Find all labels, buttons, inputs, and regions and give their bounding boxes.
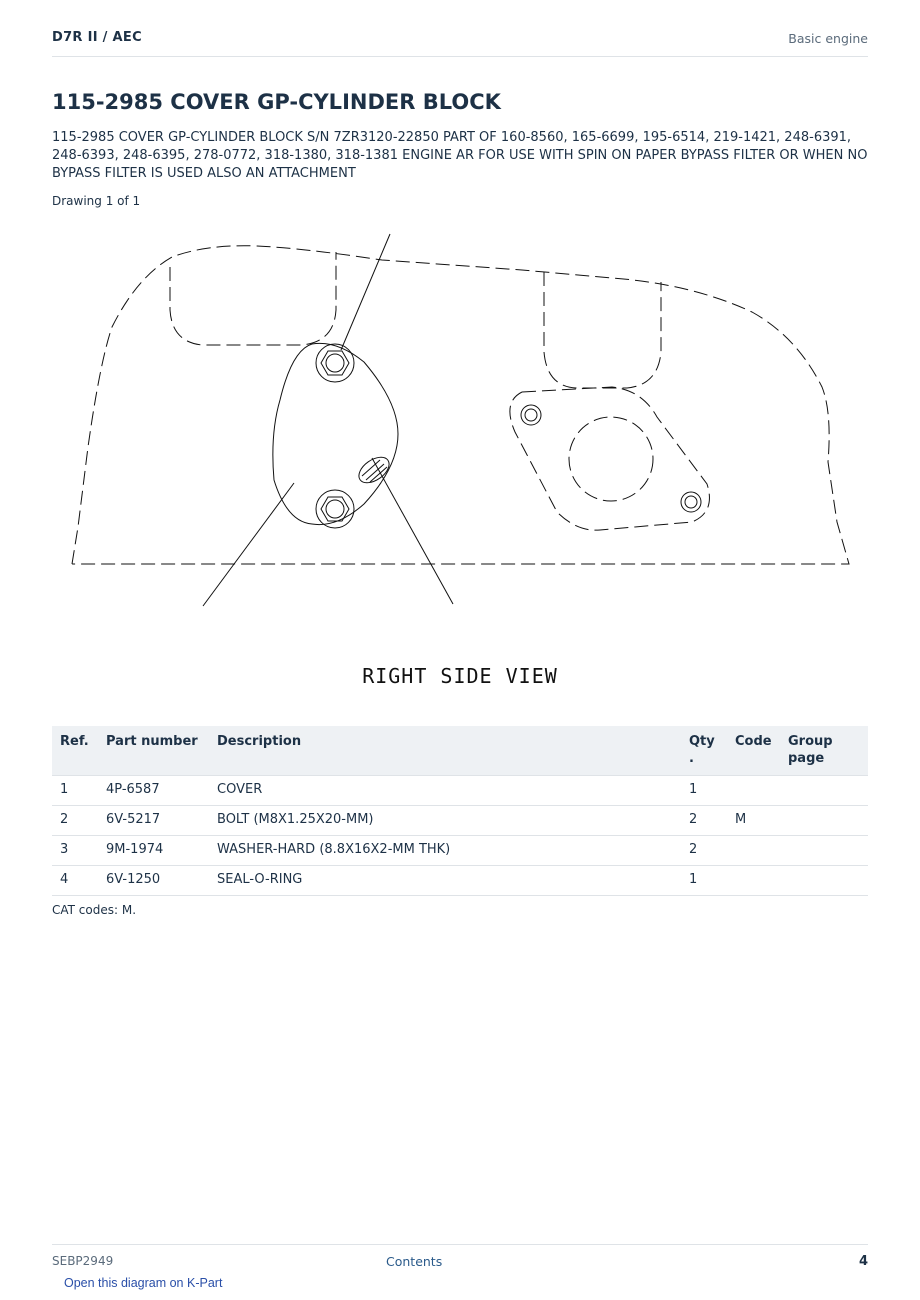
bolt-lower-face	[326, 500, 344, 518]
cell-code	[727, 866, 780, 896]
page-header	[52, 28, 868, 57]
cell-group-page	[780, 776, 868, 806]
right-pocket	[544, 272, 661, 388]
cell-qty: 2	[681, 806, 727, 836]
pad-hole-upper-inner	[525, 409, 537, 421]
parts-table	[52, 726, 868, 896]
leader-line-2	[203, 483, 294, 606]
parts-diagram	[52, 222, 868, 622]
cell-description: BOLT (M8X1.25X20-MM)	[209, 806, 681, 836]
mounting-pad	[510, 387, 710, 530]
page-footer	[52, 1244, 868, 1275]
page-title: 115-2985 COVER GP-CYLINDER BLOCK	[52, 90, 501, 114]
left-pocket	[170, 252, 336, 345]
seal-o-ring	[354, 452, 393, 488]
cat-codes-note: CAT codes: M.	[52, 903, 137, 917]
header-qty: Qty .	[681, 726, 727, 776]
pad-hole-lower-inner	[685, 496, 697, 508]
table-row	[52, 836, 868, 866]
header-code: Code	[727, 726, 780, 776]
header-description: Description	[209, 726, 681, 776]
cell-group-page	[780, 836, 868, 866]
cell-qty: 1	[681, 776, 727, 806]
table-row	[52, 806, 868, 836]
cell-ref: 2	[52, 806, 98, 836]
pad-bore	[569, 417, 653, 501]
cell-group-page	[780, 866, 868, 896]
cell-qty: 1	[681, 866, 727, 896]
view-label: RIGHT SIDE VIEW	[362, 664, 558, 688]
block-outline	[72, 246, 849, 564]
cell-group-page	[780, 806, 868, 836]
cell-ref: 4	[52, 866, 98, 896]
page-number: 4	[858, 1254, 868, 1269]
cell-description: SEAL-O-RING	[209, 866, 681, 896]
bolt-upper-face	[326, 354, 344, 372]
drawing-count: Drawing 1 of 1	[52, 194, 141, 208]
leader-line-1	[341, 234, 390, 350]
bolt-upper-washer	[316, 344, 354, 382]
cell-ref: 1	[52, 776, 98, 806]
pad-hole-upper	[521, 405, 541, 425]
table-row	[52, 866, 868, 896]
cell-code: M	[727, 806, 780, 836]
leader-line-3	[372, 458, 453, 604]
cell-part-number: 9M-1974	[98, 836, 209, 866]
part-description: 115-2985 COVER GP-CYLINDER BLOCK S/N 7ZR3120-22850 PART OF 160-8560, 165-6699, 195-6514, 219-1421, 248-6391, 248-6393, 248-6395, 278-0772, 318-1380, 318-1381 ENGINE AR FOR USE WITH SPIN ON PAPER BYPASS FILTER OR WHEN NO BYPASS FILTER IS USED ALSO AN ATTACHMENT	[52, 130, 868, 181]
header-part-number: Part number	[98, 726, 209, 776]
header-ref: Ref.	[52, 726, 98, 776]
contents-link[interactable]: Contents	[386, 1254, 443, 1269]
kpart-link[interactable]: Open this diagram on K-Part	[64, 1276, 223, 1290]
cell-ref: 3	[52, 836, 98, 866]
cell-code	[727, 836, 780, 866]
pad-hole-lower	[681, 492, 701, 512]
cell-part-number: 4P-6587	[98, 776, 209, 806]
cell-description: WASHER-HARD (8.8X16X2-MM THK)	[209, 836, 681, 866]
cell-description: COVER	[209, 776, 681, 806]
section-label: Basic engine	[788, 31, 868, 46]
cell-code	[727, 776, 780, 806]
header-group-page: Group page	[780, 726, 868, 776]
cell-part-number: 6V-5217	[98, 806, 209, 836]
table-header-row	[52, 726, 868, 776]
cell-part-number: 6V-1250	[98, 866, 209, 896]
bolt-upper-head	[321, 351, 349, 375]
document-id: SEBP2949	[52, 1254, 114, 1268]
model-label: D7R II / AEC	[52, 30, 142, 45]
cell-qty: 2	[681, 836, 727, 866]
table-row	[52, 776, 868, 806]
